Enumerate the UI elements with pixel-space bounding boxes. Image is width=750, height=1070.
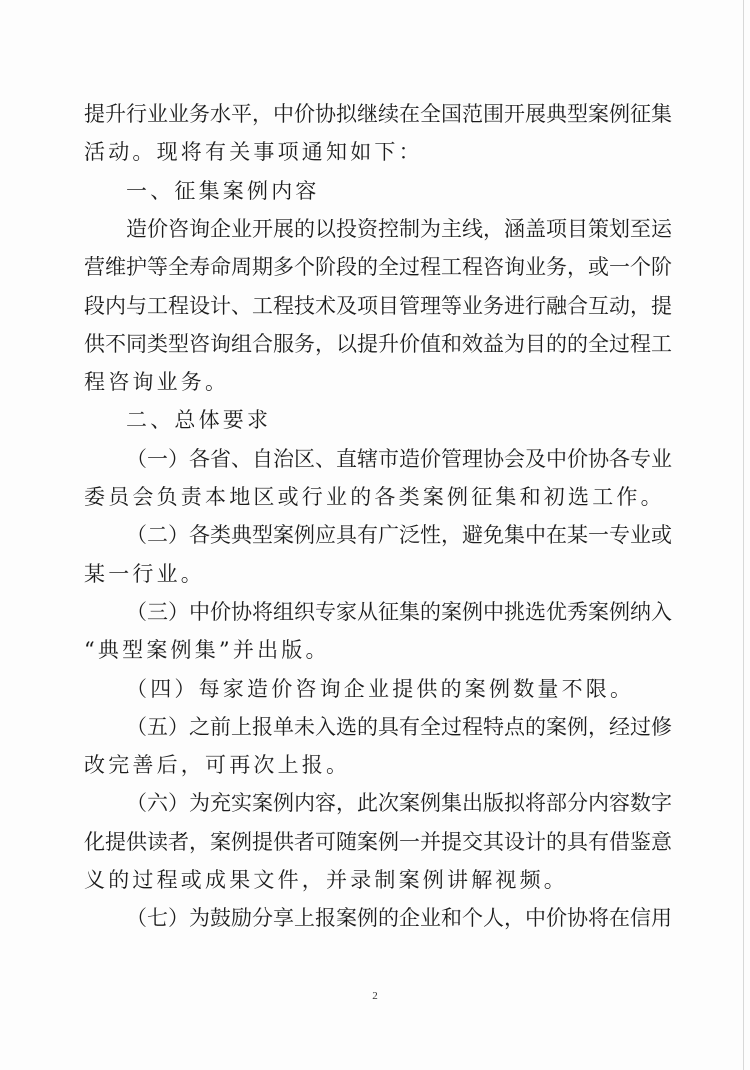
paragraph-line: （五）之前上报单未入选的具有全过程特点的案例，经过修 xyxy=(126,714,672,739)
paragraph-line: 活动。现将有关事项通知如下： xyxy=(84,140,423,165)
paragraph-line: 段内与工程设计、工程技术及项目管理等业务进行融合互动，提 xyxy=(84,293,672,318)
paragraph-line: 化提供读者，案例提供者可随案例一并提交其设计的具有借鉴意 xyxy=(84,829,672,854)
paragraph-line: 提升行业业务水平，中价协拟继续在全国范围开展典型案例征集 xyxy=(84,102,672,126)
paragraph-line: 造价咨询企业开展的以投资控制为主线，涵盖项目策划至运 xyxy=(126,216,672,241)
paragraph-line: （六）为充实案例内容，此次案例集出版拟将部分内容数字 xyxy=(126,791,672,816)
paragraph-line: （一）各省、自治区、直辖市造价管理协会及中价协各专业 xyxy=(126,446,672,471)
paragraph-line: 营维护等全寿命周期多个阶段的全过程工程咨询业务，或一个阶 xyxy=(84,255,672,280)
paragraph-line: （三）中价协将组织专家从征集的案例中挑选优秀案例纳入 xyxy=(126,599,672,624)
paragraph-line: “典型案例集”并出版。 xyxy=(84,638,330,663)
paragraph-line: 供不同类型咨询组合服务，以提升价值和效益为目的的全过程工 xyxy=(84,331,672,356)
section-heading: 二、总体要求 xyxy=(126,408,272,433)
paragraph-line: 义的过程或成果文件，并录制案例讲解视频。 xyxy=(84,868,568,892)
paragraph-line: 程咨询业务。 xyxy=(84,370,230,395)
section-heading: 一、征集案例内容 xyxy=(126,178,320,203)
paragraph-line: 某一行业。 xyxy=(84,561,205,586)
paragraph-line: （二）各类典型案例应具有广泛性，避免集中在某一专业或 xyxy=(126,523,672,548)
paragraph-line: 改完善后，可再次上报。 xyxy=(84,753,351,778)
paragraph-line: 委员会负责本地区或行业的各类案例征集和初选工作。 xyxy=(84,485,665,509)
page-number: 2 xyxy=(372,990,378,1002)
page-edge xyxy=(743,0,744,1070)
paragraph-line: （七）为鼓励分享上报案例的企业和个人，中价协将在信用 xyxy=(126,906,672,931)
paragraph-line: （四）每家造价咨询企业提供的案例数量不限。 xyxy=(126,676,635,701)
